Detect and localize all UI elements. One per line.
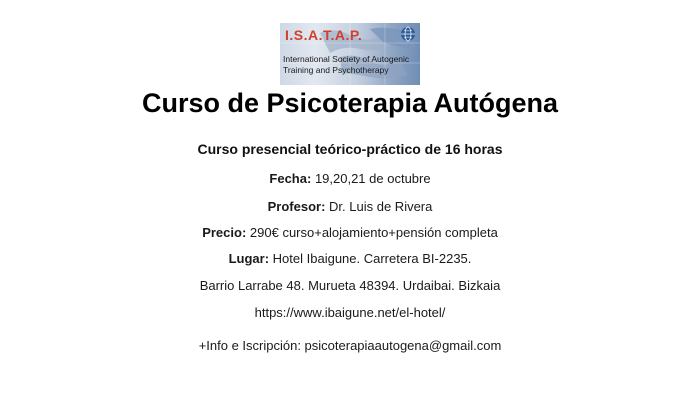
- logo-acronym: I.S.A.T.A.P.: [285, 27, 363, 43]
- date-line: [0, 171, 700, 186]
- date-value: 19,20,21 de octubre: [314, 171, 431, 186]
- info-contact-line: +Info e Iscripción: psicoterapiaautogena@gmail.com: [198, 338, 502, 353]
- course-subtitle: Curso presencial teórico-práctico de 16 horas: [197, 141, 503, 157]
- price-line: [0, 225, 700, 240]
- price-label: Precio:: [202, 225, 247, 240]
- isatap-logo: [280, 23, 420, 85]
- location-label: Lugar:: [228, 251, 270, 266]
- globe-icon: [400, 26, 416, 42]
- date-label: Fecha:: [269, 171, 312, 186]
- professor-line: [0, 199, 700, 214]
- professor-value: Dr. Luis de Rivera: [329, 199, 433, 214]
- page-title: Curso de Psicoterapia Autógena: [141, 88, 559, 118]
- logo-name-line1: International Society of Autogenic: [283, 54, 410, 64]
- website-link[interactable]: https://www.ibaigune.net/el-hotel/: [254, 305, 446, 320]
- address-line: Barrio Larrabe 48. Murueta 48394. Urdaibai. Bizkaia: [199, 278, 501, 293]
- location-line: [0, 251, 700, 266]
- logo-name-line2: Training and Psychotherapy: [283, 65, 389, 75]
- professor-label: Profesor:: [267, 199, 326, 214]
- price-value: 290€ curso+alojamiento+pensión completa: [249, 225, 498, 240]
- location-value: Hotel Ibaigune. Carretera BI-2235.: [272, 251, 472, 266]
